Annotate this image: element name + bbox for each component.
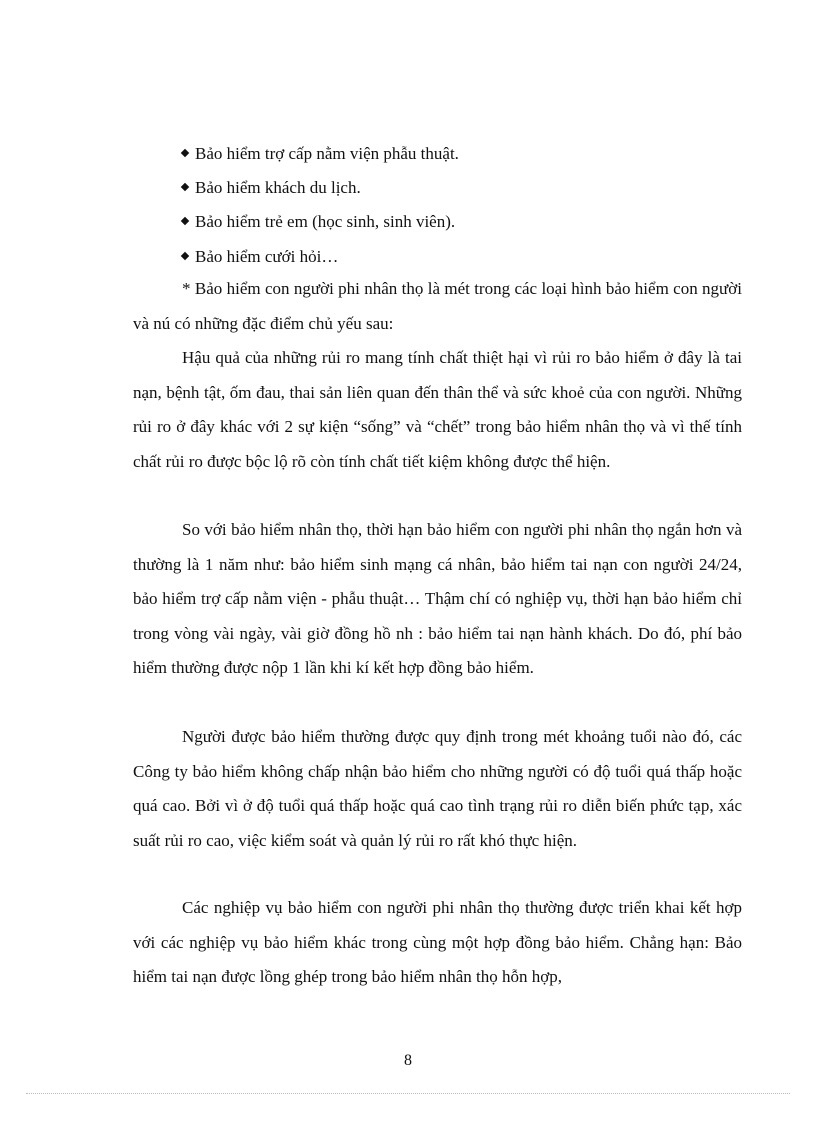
paragraph: * Bảo hiểm con người phi nhân thọ là mét trong các loại hình bảo hiểm con người và nú có những đặc điểm chủ yếu sau: xyxy=(133,279,742,333)
paragraph: Hậu quả của những rủi ro mang tính chất thiệt hại vì rủi ro bảo hiểm ở đây là tai nạn, bệnh tật, ốm đau, thai sản liên quan đến thân thể và sức khoẻ của con người. Những rủi ro ở đây khác với 2 sự kiện “sống” và “chết” trong bảo hiểm nhân thọ và vì thế tính chất rủi ro được bộc lộ rõ còn tính chất tiết kiệm không được thể hiện. xyxy=(133,348,742,471)
paragraph: So với bảo hiểm nhân thọ, thời hạn bảo hiểm con người phi nhân thọ ngắn hơn và thường là 1 năm như: bảo hiểm sinh mạng cá nhân, bảo hiểm tai nạn con người 24/24, bảo hiểm trợ cấp nằm viện - phẫu thuật… Thậm chí có nghiệp vụ, thời hạn bảo hiểm chỉ trong vòng vài ngày, vài giờ đồng hồ nh : bảo hiểm tai nạn hành khách. Do đó, phí bảo hiểm thường được nộp 1 lần khi kí kết hợp đồng bảo hiểm. xyxy=(133,520,742,677)
bullet-item: Bảo hiểm trợ cấp nằm viện phẫu thuật. xyxy=(182,143,459,165)
bullet-item: Bảo hiểm trẻ em (học sinh, sinh viên). xyxy=(182,211,455,233)
paragraph: Các nghiệp vụ bảo hiểm con người phi nhân thọ thường được triển khai kết hợp với các nghiệp vụ bảo hiểm khác trong cùng một hợp đồng bảo hiểm. Chẳng hạn: Bảo hiểm tai nạn được lồng ghép trong bảo hiểm nhân thọ hỗn hợp, xyxy=(133,898,742,986)
diamond-bullet-icon xyxy=(181,252,189,260)
bullet-item: Bảo hiểm khách du lịch. xyxy=(182,177,361,199)
diamond-bullet-icon xyxy=(181,217,189,225)
diamond-bullet-icon xyxy=(181,183,189,191)
paragraph: Người được bảo hiểm thường được quy định trong mét khoảng tuổi nào đó, các Công ty bảo hiểm không chấp nhận bảo hiểm cho những người có độ tuổi quá thấp hoặc quá cao. Bởi vì ở độ tuổi quá thấp hoặc quá cao tình trạng rủi ro diễn biến phức tạp, xác suất rủi ro cao, việc kiểm soát và quản lý rủi ro rất khó thực hiện. xyxy=(133,727,742,850)
footer-divider xyxy=(26,1093,790,1094)
bullet-item: Bảo hiểm cưới hỏi… xyxy=(182,246,338,268)
page-number: 8 xyxy=(404,1052,412,1069)
diamond-bullet-icon xyxy=(181,149,189,157)
